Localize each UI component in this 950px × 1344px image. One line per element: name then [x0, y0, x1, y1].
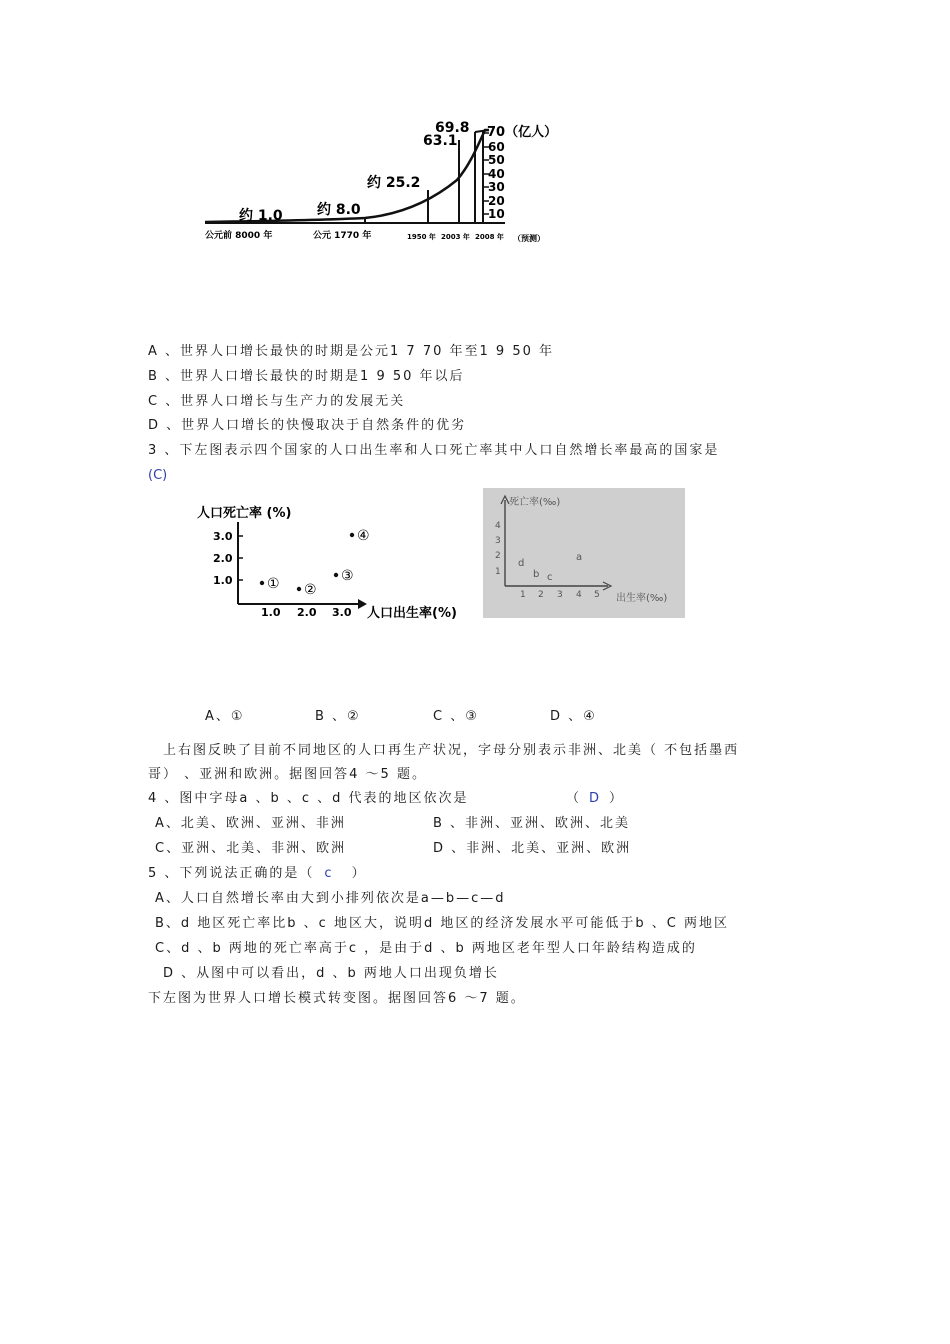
tick-10: 10: [488, 207, 505, 221]
q5-option-c: C、d 、b 两地的死亡率高于c ，是由于d 、b 两地区老年型人口年龄结构造成的: [155, 941, 697, 956]
left-ytick-2: 2.0: [213, 552, 233, 565]
point-a: a: [576, 552, 583, 563]
q5-option-d: D 、从图中可以看出，d 、b 两地人口出现负增长: [163, 966, 499, 981]
left-xtick-1: 1.0: [261, 606, 281, 619]
q4-option-a: A、北美、欧洲、亚洲、非洲: [155, 816, 346, 831]
intro-line-2: 哥） 、亚洲和欧洲。据图回答4 ～5 题。: [148, 767, 427, 782]
left-ytick-3: 3.0: [213, 530, 233, 543]
q5-question: [148, 865, 367, 883]
point-3: ③: [341, 568, 354, 584]
tick-50: 50: [488, 153, 505, 167]
time-label-1770: 公元 1770 年: [313, 231, 372, 241]
right-ytick-1: 1: [495, 567, 501, 577]
value-label-1: 约 1.0: [239, 208, 283, 224]
q4-answer-bracket: [566, 790, 624, 808]
point-b: b: [533, 569, 540, 580]
unit-label: 70（亿人）: [487, 125, 558, 140]
left-xlabel: 人口出生率(%): [367, 606, 457, 621]
q5-option-b: B、d 地区死亡率比b 、c 地区大，说明d 地区的经济发展水平可能低于b 、C 两地区: [155, 916, 729, 931]
q3-option-d: D 、④: [550, 709, 597, 724]
q5-answer: c: [324, 866, 334, 881]
right-ytick-2: 2: [495, 551, 501, 561]
q3-option-b: B 、②: [315, 709, 361, 724]
tick-20: 20: [488, 194, 505, 208]
left-xtick-3: 3.0: [332, 606, 352, 619]
q5-question-text: 5 、下列说法正确的是（: [148, 866, 315, 881]
intro-line-1: 上右图反映了目前不同地区的人口再生产状况，字母分别表示非洲、北美（ 不包括墨西: [163, 743, 740, 758]
point-2: ②: [304, 582, 317, 598]
q3-option-c: C 、③: [433, 709, 479, 724]
q5-close: ）: [351, 866, 367, 881]
q4-answer-close: ）: [609, 791, 625, 806]
point-c: c: [547, 572, 553, 583]
population-growth-figure: [195, 110, 595, 250]
right-xlabel: 出生率(‰): [616, 593, 668, 604]
value-label-25: 约 25.2: [367, 175, 421, 191]
right-ytick-3: 3: [495, 536, 501, 546]
point-1: ①: [267, 576, 280, 592]
right-xtick-1: 1: [520, 590, 526, 600]
tick-60: 60: [488, 140, 505, 154]
right-xtick-2: 2: [538, 590, 544, 600]
tick-30: 30: [488, 180, 505, 194]
q4-option-b: B 、非洲、亚洲、欧洲、北美: [433, 816, 631, 831]
q4-answer-open: （: [566, 791, 582, 806]
time-label-forecast: （预测）: [513, 234, 545, 243]
right-xtick-4: 4: [576, 590, 582, 600]
q2-option-d: D 、世界人口增长的快慢取决于自然条件的优劣: [148, 418, 467, 433]
q2-option-c: C 、世界人口增长与生产力的发展无关: [148, 394, 406, 409]
point-4: ④: [357, 528, 370, 544]
right-xtick-3: 3: [557, 590, 563, 600]
q3-question: 3 、下左图表示四个国家的人口出生率和人口死亡率其中人口自然增长率最高的国家是: [148, 443, 720, 458]
outro-text: 下左图为世界人口增长模式转变图。据图回答6 ～7 题。: [148, 991, 526, 1006]
q4-option-d: D 、非洲、北美、亚洲、欧洲: [433, 841, 632, 856]
q4-option-c: C、亚洲、北美、非洲、欧洲: [155, 841, 347, 856]
left-ylabel: 人口死亡率 (%): [197, 506, 292, 521]
tick-40: 40: [488, 167, 505, 181]
q3-answer: (C): [148, 468, 168, 483]
time-label-2008: 2008 年: [475, 233, 504, 241]
value-label-8: 约 8.0: [317, 202, 361, 218]
birth-death-rate-figure-left: [195, 500, 480, 625]
q2-option-a: A 、世界人口增长最快的时期是公元1 7 70 年至1 9 50 年: [148, 344, 554, 359]
right-ytick-4: 4: [495, 521, 501, 531]
left-ytick-1: 1.0: [213, 574, 233, 587]
time-label-1950: 1950 年: [407, 233, 436, 241]
time-label-bc8000: 公元前 8000 年: [205, 231, 273, 241]
right-ylabel: 死亡率(‰): [509, 497, 561, 508]
birth-death-rate-figure-right: [483, 488, 685, 618]
q2-option-b: B 、世界人口增长最快的时期是1 9 50 年以后: [148, 369, 465, 384]
left-xtick-2: 2.0: [297, 606, 317, 619]
q4-answer: D: [589, 791, 602, 806]
q5-option-a: A、人口自然增长率由大到小排列依次是a—b—c—d: [155, 891, 506, 906]
point-d: d: [518, 558, 525, 569]
q4-question: 4 、图中字母a 、b 、c 、d 代表的地区依次是: [148, 791, 469, 806]
q3-option-a: A、①: [205, 709, 245, 724]
right-xtick-5: 5: [594, 590, 600, 600]
time-label-2003: 2003 年: [441, 233, 470, 241]
value-label-63: 63.1: [423, 133, 458, 149]
value-label-69: 69.8: [435, 120, 470, 136]
